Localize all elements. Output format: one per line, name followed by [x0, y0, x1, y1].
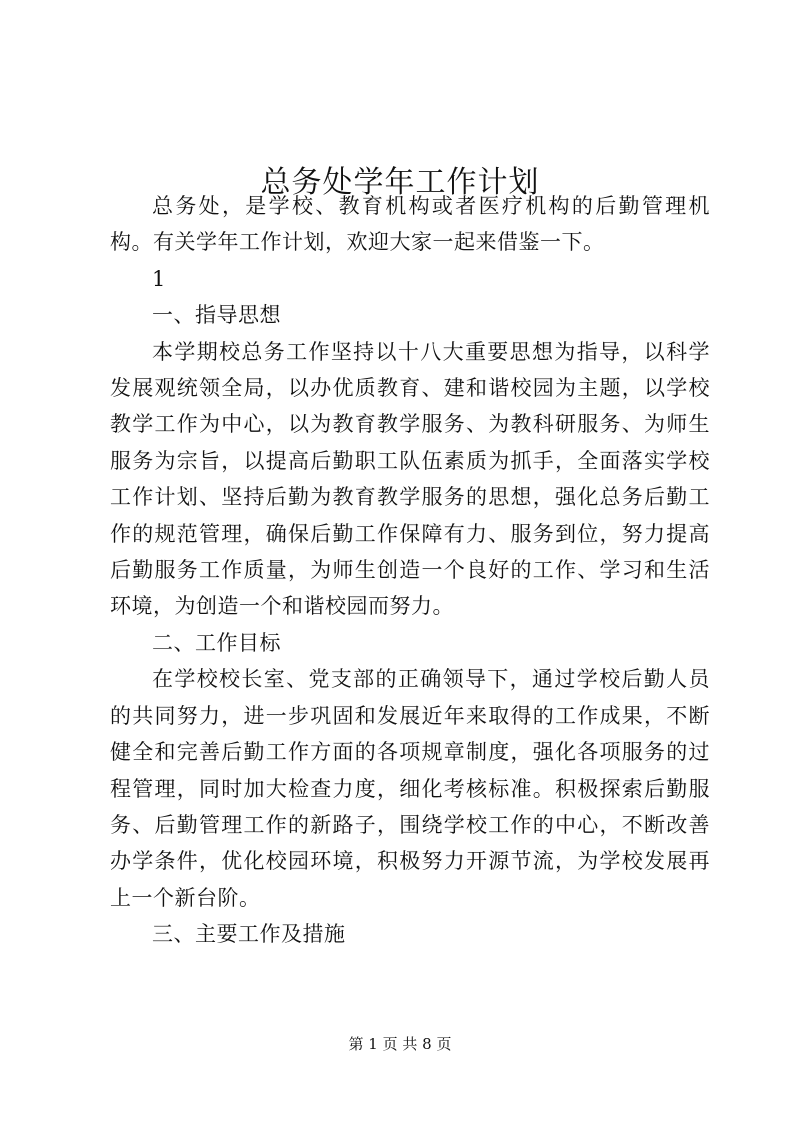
document-body — [110, 188, 710, 953]
document-title: 总务处学年工作计划 — [260, 165, 540, 201]
page-footer: 第 1 页 共 8 页 — [348, 1035, 452, 1053]
section-text-guiding-ideology: 本学期校总务工作坚持以十八大重要思想为指导，以科学发展观统领全局，以办优质教育、建和谐校园为主题，以学校教学工作为中心，以为教育教学服务、为教科研服务、为师生服务为宗旨，以提高后勤职工队伍素质为抓手，全面落实学校工作计划、坚持后勤为教育教学服务的思想，强化总务后勤工作的规范管理，确保后勤工作保障有力、服务到位，努力提高后勤服务工作质量，为师生创造一个良好的工作、学习和生活环境，为创造一个和谐校园而努力。 — [110, 339, 710, 619]
section-text-work-goals: 在学校校长室、党支部的正确领导下，通过学校后勤人员的共同努力，进一步巩固和发展近年来取得的工作成果，不断健全和完善后勤工作方面的各项规章制度，强化各项服务的过程管理，同时加大检查力度，细化考核标准。积极探索后勤服务、后勤管理工作的新路子，围绕学校工作的中心，不断改善办学条件，优化校园环境，积极努力开源节流，为学校发展再上一个新台阶。 — [110, 667, 710, 910]
intro-paragraph: 总务处，是学校、教育机构或者医疗机构的后勤管理机构。有关学年工作计划，欢迎大家一起来借鉴一下。 — [110, 194, 710, 255]
section-number: 1 — [152, 266, 166, 291]
section-heading-guiding-ideology: 一、指导思想 — [152, 303, 281, 328]
section-heading-work-goals: 二、工作目标 — [152, 630, 281, 655]
section-heading-main-work: 三、主要工作及措施 — [152, 922, 346, 947]
